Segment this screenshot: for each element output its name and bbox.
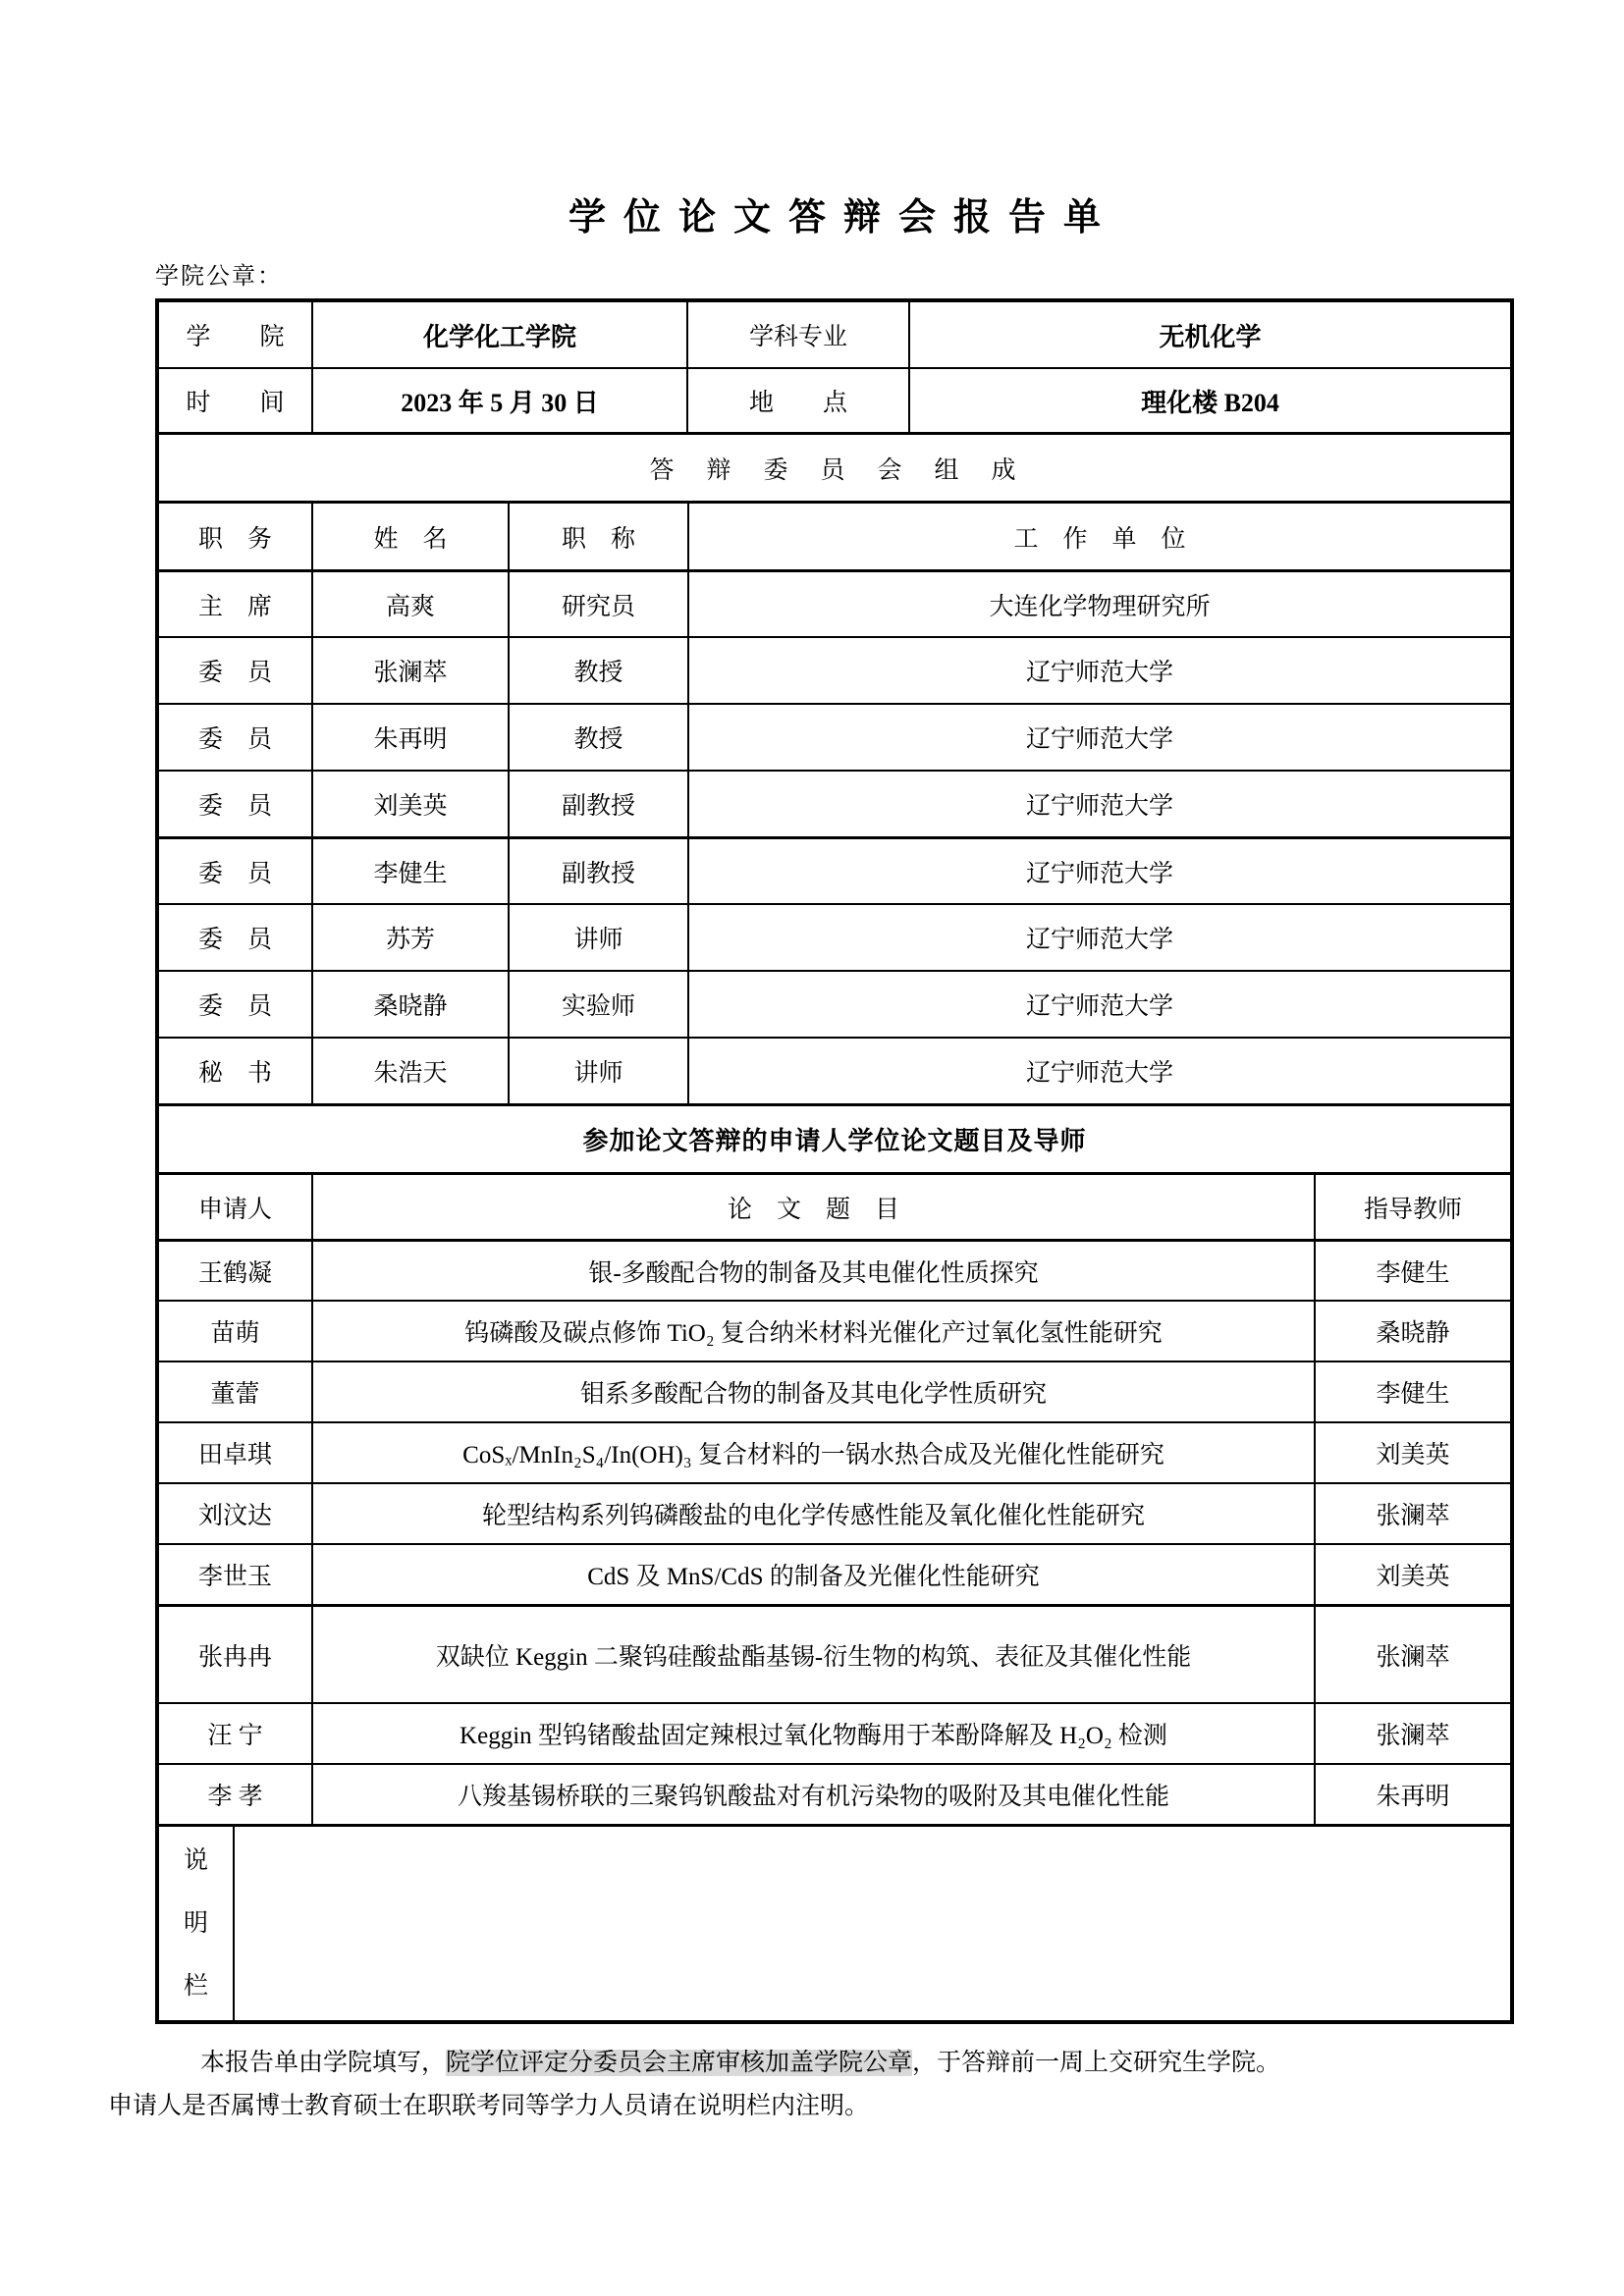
college-field-label: 学 院 — [186, 324, 285, 350]
member-title: 教授 — [508, 705, 687, 770]
committee-section-title: 答 辩 委 员 会 组 成 — [649, 456, 1020, 484]
committee-row — [159, 836, 1510, 903]
supervisor-name: 张澜萃 — [1314, 1484, 1510, 1543]
supervisor-name: 刘美英 — [1314, 1545, 1510, 1604]
thesis-title: 钨磷酸及碳点修饰 TiO₂ 复合纳米材料光催化产过氧化氢性能研究 — [311, 1302, 1314, 1361]
member-org: 辽宁师范大学 — [687, 1039, 1510, 1103]
member-name: 张澜萃 — [311, 638, 508, 703]
footer-highlight: 院学位评定分委员会主席审核加盖学院公章 — [446, 2050, 913, 2076]
member-role: 秘 书 — [197, 1060, 272, 1087]
time-field-label: 时 间 — [186, 390, 285, 416]
applicants-header-row — [159, 1172, 1510, 1239]
supervisor-name: 张澜萃 — [1314, 1607, 1510, 1702]
applicant-name: 刘汶达 — [197, 1503, 272, 1529]
member-role: 委 员 — [197, 993, 272, 1020]
report-table — [155, 298, 1514, 2024]
committee-header-org: 工 作 单 位 — [687, 504, 1510, 569]
footer — [108, 2042, 1518, 2128]
member-title: 实验师 — [508, 972, 687, 1037]
committee-row — [159, 1037, 1510, 1103]
note-label: 说明栏 — [183, 1846, 208, 2000]
member-role: 委 员 — [197, 793, 272, 820]
applicant-row — [159, 1361, 1510, 1421]
college-value: 化学化工学院 — [311, 302, 686, 367]
major-value: 无机化学 — [908, 302, 1510, 367]
committee-header-role: 职 务 — [197, 525, 272, 553]
time-value: 2023 年 5 月 30 日 — [311, 369, 686, 432]
info-row-time — [159, 367, 1510, 432]
applicant-name: 王鹤凝 — [197, 1259, 272, 1287]
place-field-label: 地 点 — [686, 369, 908, 432]
member-org: 辽宁师范大学 — [687, 972, 1510, 1037]
member-title: 讲师 — [508, 1039, 687, 1103]
thesis-title: 银-多酸配合物的制备及其电催化性质探究 — [311, 1242, 1314, 1300]
thesis-title: CoSₓ/MnIn₂S₄/In(OH)₃ 复合材料的一锅水热合成及光催化性能研究 — [311, 1423, 1314, 1482]
committee-row — [159, 970, 1510, 1037]
thesis-title-text: 双缺位 Keggin 二聚钨硅酸盐酯基锡-衍生物的构筑、表征及其催化性能 — [435, 1643, 1192, 1671]
member-title: 副教授 — [508, 772, 687, 836]
footer-line-1 — [108, 2042, 1518, 2085]
note-content — [233, 1827, 1510, 2020]
committee-row — [159, 569, 1510, 636]
committee-row — [159, 636, 1510, 703]
member-role: 委 员 — [197, 660, 272, 686]
member-org: 辽宁师范大学 — [687, 905, 1510, 970]
member-org: 大连化学物理研究所 — [687, 572, 1510, 636]
applicant-row — [159, 1543, 1510, 1604]
member-org: 辽宁师范大学 — [687, 772, 1510, 836]
supervisor-name: 朱再明 — [1314, 1765, 1510, 1824]
supervisor-name: 刘美英 — [1314, 1423, 1510, 1482]
info-row-college — [159, 302, 1510, 367]
thesis-title: 八羧基锡桥联的三聚钨钒酸盐对有机污染物的吸附及其电催化性能 — [311, 1765, 1314, 1824]
member-title: 研究员 — [508, 572, 687, 636]
applicant-name: 张冉冉 — [197, 1643, 272, 1671]
footer-line-1-pre: 本报告单由学院填写， — [200, 2050, 447, 2076]
applicants-header-applicant: 申请人 — [197, 1196, 272, 1223]
applicants-header-supervisor: 指导教师 — [1314, 1175, 1510, 1239]
seal-label: 学院公章： — [155, 264, 283, 290]
committee-header-row — [159, 501, 1510, 569]
member-role: 主 席 — [197, 593, 272, 620]
major-field-label: 学科专业 — [686, 302, 908, 367]
member-title: 讲师 — [508, 905, 687, 970]
footer-line-2: 申请人是否属博士教育硕士在职联考同等学力人员请在说明栏内注明。 — [108, 2093, 870, 2119]
supervisor-name: 李健生 — [1314, 1362, 1510, 1421]
member-name: 桑晓静 — [311, 972, 508, 1037]
member-name: 刘美英 — [311, 772, 508, 836]
supervisor-name: 张澜萃 — [1314, 1704, 1510, 1763]
member-role: 委 员 — [197, 860, 272, 887]
supervisor-name: 李健生 — [1314, 1242, 1510, 1300]
committee-row — [159, 770, 1510, 836]
applicant-row — [159, 1421, 1510, 1482]
member-name: 高爽 — [311, 572, 508, 636]
footer-line-1-post: ，于答辩前一周上交研究生学院。 — [912, 2050, 1281, 2076]
note-row — [159, 1824, 1510, 2020]
applicant-name: 李世玉 — [197, 1564, 272, 1590]
member-title: 教授 — [508, 638, 687, 703]
place-value: 理化楼 B204 — [908, 369, 1510, 432]
committee-row — [159, 703, 1510, 770]
thesis-title: 钼系多酸配合物的制备及其电化学性质研究 — [311, 1362, 1314, 1421]
applicant-name: 李 孝 — [207, 1784, 263, 1810]
applicants-section-title: 参加论文答辩的申请人学位论文题目及导师 — [582, 1127, 1087, 1155]
supervisor-name: 桑晓静 — [1314, 1302, 1510, 1361]
member-org: 辽宁师范大学 — [687, 638, 1510, 703]
applicant-row — [159, 1604, 1510, 1702]
member-name: 朱浩天 — [311, 1039, 508, 1103]
applicant-row — [159, 1702, 1510, 1763]
applicants-section-row — [159, 1103, 1510, 1172]
applicant-name: 苗萌 — [210, 1320, 260, 1347]
member-org: 辽宁师范大学 — [687, 705, 1510, 770]
applicant-name: 田卓琪 — [197, 1442, 272, 1468]
member-org: 辽宁师范大学 — [687, 839, 1510, 903]
applicant-row — [159, 1763, 1510, 1824]
member-name: 苏芳 — [311, 905, 508, 970]
applicants-header-thesis: 论 文 题 目 — [311, 1175, 1314, 1239]
applicant-row — [159, 1482, 1510, 1543]
applicant-row — [159, 1300, 1510, 1361]
member-role: 委 员 — [197, 726, 272, 753]
committee-header-name: 姓 名 — [311, 504, 508, 569]
member-role: 委 员 — [197, 927, 272, 953]
committee-row — [159, 903, 1510, 970]
thesis-title: Keggin 型钨锗酸盐固定辣根过氧化物酶用于苯酚降解及 H₂O₂ 检测 — [311, 1704, 1314, 1763]
applicant-name: 董蕾 — [210, 1381, 260, 1408]
thesis-title: CdS 及 MnS/CdS 的制备及光催化性能研究 — [311, 1545, 1314, 1604]
applicant-name: 汪 宁 — [207, 1723, 263, 1749]
thesis-title — [311, 1607, 1314, 1702]
member-name: 朱再明 — [311, 705, 508, 770]
member-name: 李健生 — [311, 839, 508, 903]
committee-section-row — [159, 432, 1510, 501]
committee-header-title: 职 称 — [508, 504, 687, 569]
report-content — [108, 0, 1514, 2128]
page-title: 学位论文答辩会报告单 — [568, 197, 1118, 239]
thesis-title: 轮型结构系列钨磷酸盐的电化学传感性能及氧化催化性能研究 — [311, 1484, 1314, 1543]
applicant-row — [159, 1239, 1510, 1300]
member-title: 副教授 — [508, 839, 687, 903]
note-label-cell — [159, 1827, 233, 2020]
